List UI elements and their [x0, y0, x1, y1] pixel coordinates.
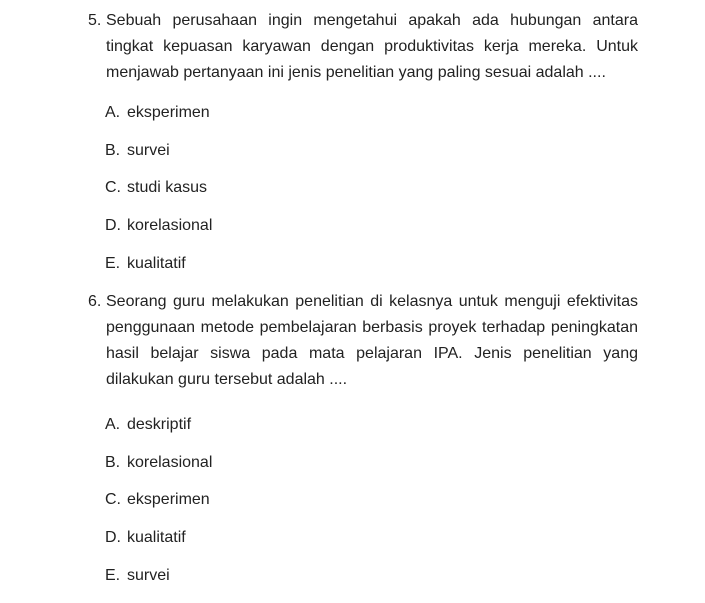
- option-d: [105, 216, 212, 254]
- option-letter: E.: [105, 254, 121, 272]
- option-a: [105, 415, 212, 453]
- option-text: eksperimen: [127, 104, 210, 121]
- option-text: survei: [127, 141, 170, 159]
- option-text: studi kasus: [127, 179, 208, 197]
- option-a: [105, 103, 212, 141]
- option-c: [105, 178, 212, 216]
- option-e: [105, 254, 212, 292]
- option-letter: A.: [105, 416, 121, 433]
- option-text: kualitatif: [127, 254, 186, 272]
- option-c: [105, 490, 212, 528]
- option-letter: D.: [105, 217, 121, 235]
- option-text: kualitatif: [127, 529, 186, 547]
- option-text: eksperimen: [127, 491, 210, 509]
- option-letter: C.: [105, 179, 121, 197]
- option-b: [105, 453, 212, 491]
- question-6-options: [105, 415, 212, 603]
- option-text: survei: [127, 566, 170, 584]
- question-5: [88, 8, 638, 86]
- option-b: [105, 141, 212, 179]
- option-letter: D.: [105, 529, 121, 547]
- option-letter: A.: [105, 104, 121, 121]
- question-number: 6.: [88, 293, 102, 310]
- question-5-options: [105, 103, 212, 291]
- question-number: 5.: [88, 12, 102, 29]
- question-text: Seorang guru melakukan penelitian di kelasnya untuk menguji efektivitas penggunaan metode pembelajaran berbasis proyek terhadap peningkatan hasil belajar siswa pada mata pelajaran IPA. Jenis penelitian yang dilakukan guru tersebut adalah ....: [106, 293, 638, 388]
- option-text: korelasional: [127, 217, 213, 235]
- option-e: [105, 566, 212, 603]
- option-d: [105, 528, 212, 566]
- option-letter: B.: [105, 141, 121, 159]
- option-text: korelasional: [127, 453, 213, 471]
- option-letter: E.: [105, 566, 121, 584]
- option-letter: C.: [105, 491, 121, 509]
- question-text: Sebuah perusahaan ingin mengetahui apakah ada hubungan antara tingkat kepuasan karyawan dengan produktivitas kerja mereka. Untuk menjawab pertanyaan ini jenis penelitian yang paling sesuai adalah ....: [106, 12, 638, 81]
- option-letter: B.: [105, 453, 121, 471]
- question-6: [88, 289, 638, 393]
- option-text: deskriptif: [127, 416, 192, 433]
